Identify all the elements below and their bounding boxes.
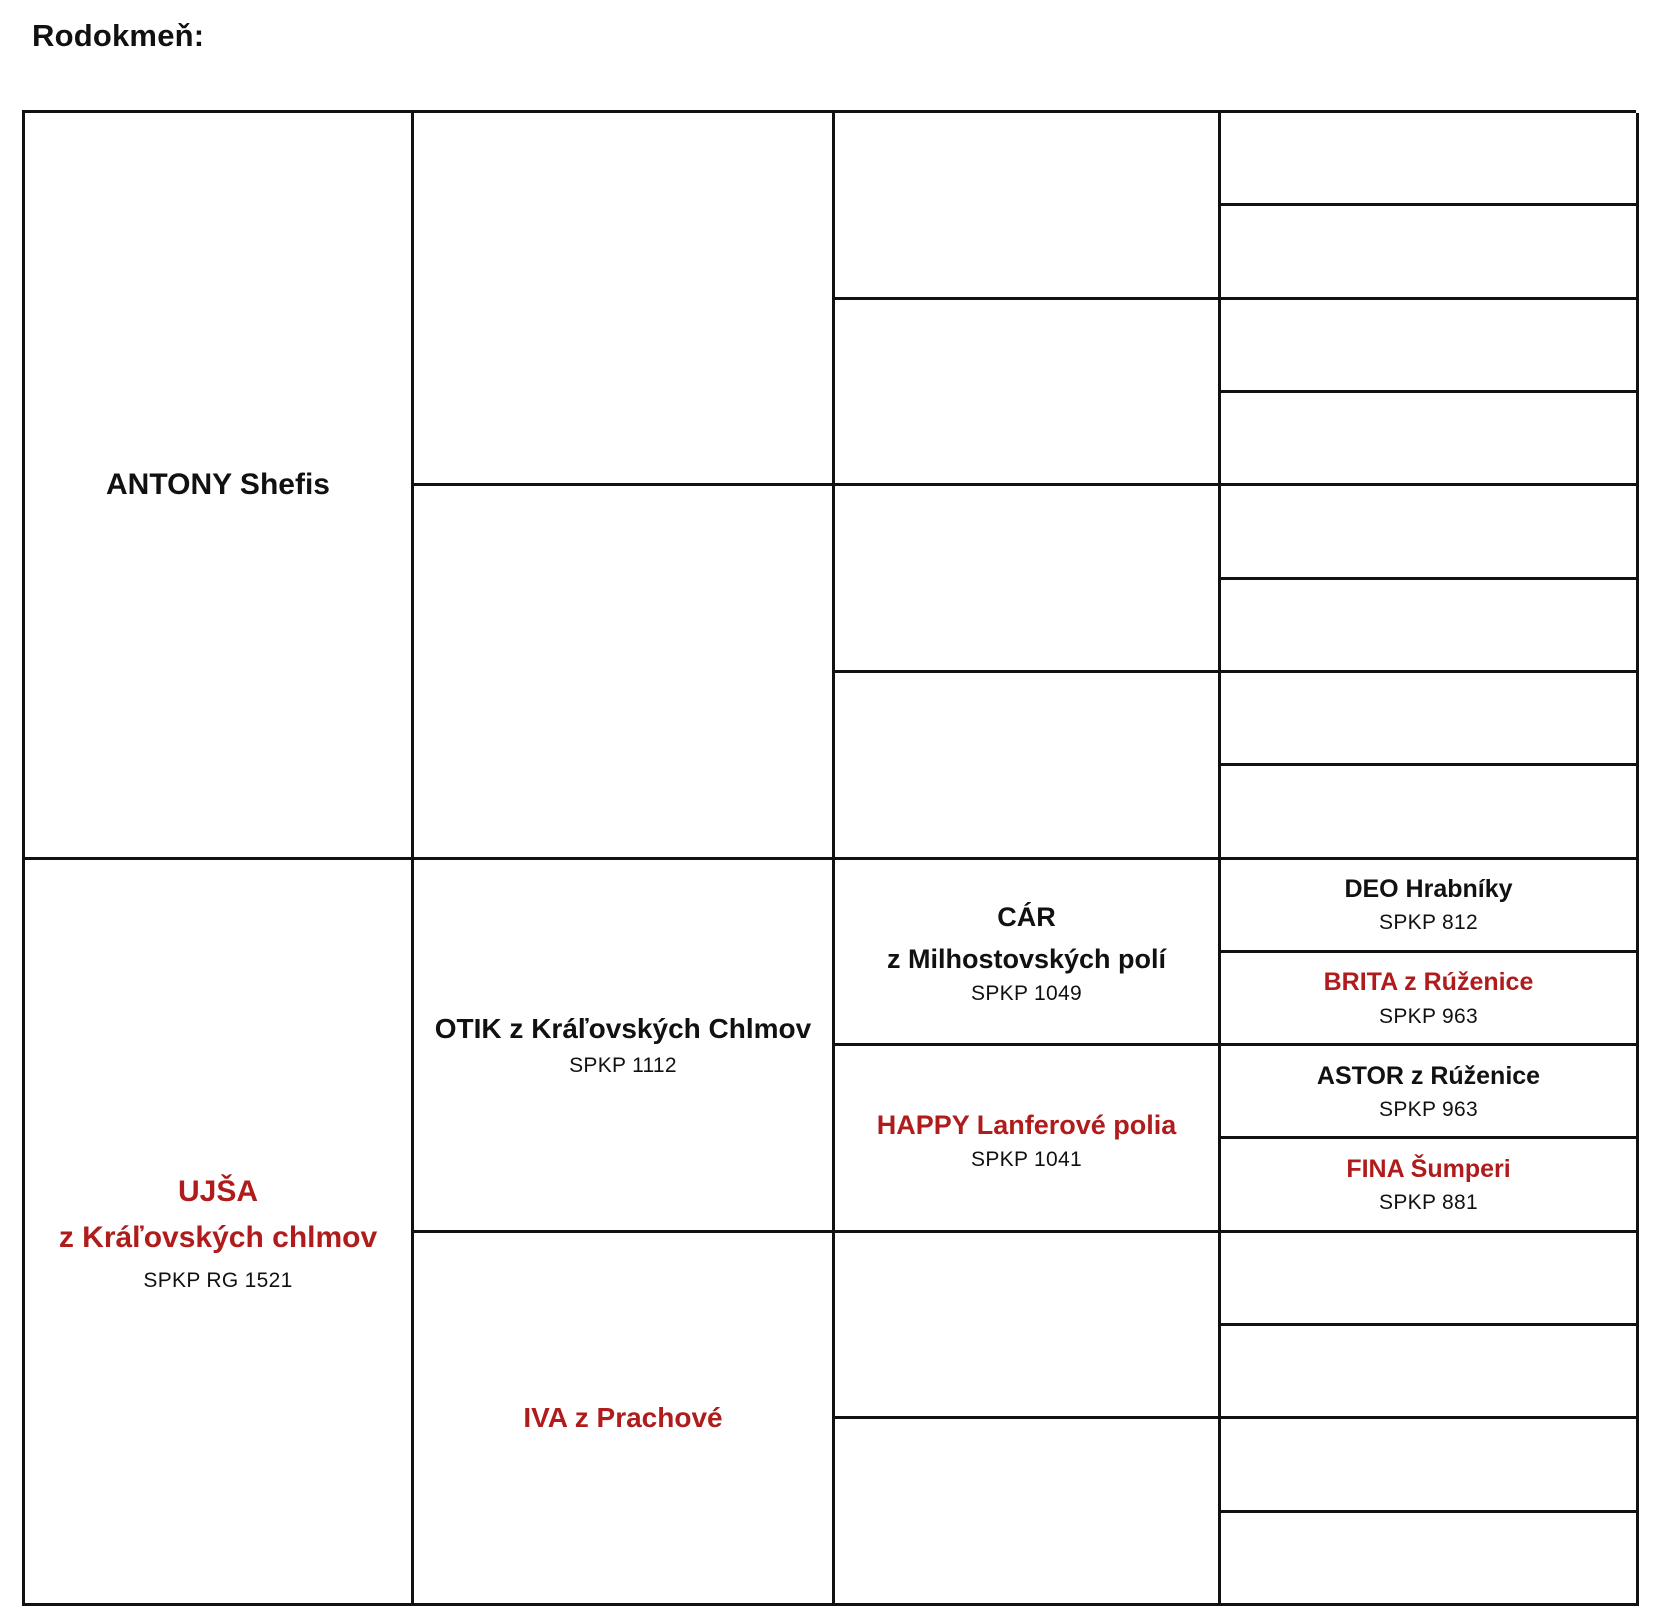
gen4-cell-10 <box>1221 953 1639 1046</box>
gen4-cell-12 <box>1221 1139 1639 1232</box>
dam-sire-sire-registration: SPKP 1049 <box>971 982 1082 1006</box>
gen4-name: DEO Hrabníky <box>1344 875 1513 904</box>
dam-sire-name: OTIK z Kráľovských Chlmov <box>434 1013 812 1045</box>
gen4-name: FINA Šumperi <box>1346 1154 1511 1183</box>
dam-sire-sire-name-line2: z Milhostovských polí <box>886 944 1167 975</box>
gen3-cell-8 <box>835 1419 1221 1606</box>
sire-dam-cell <box>414 486 835 859</box>
dam-dam-name: IVA z Prachové <box>523 1402 723 1434</box>
gen3-cell-3 <box>835 486 1221 673</box>
dam-dam-cell <box>414 1233 835 1606</box>
dam-name <box>59 1169 377 1261</box>
gen4-name: ASTOR z Rúženice <box>1316 1061 1541 1090</box>
dam-sire-sire-name-line1: CÁR <box>997 902 1056 933</box>
gen4-cell-15 <box>1221 1419 1639 1512</box>
dam-sire-dam-registration: SPKP 1041 <box>971 1147 1082 1171</box>
dam-sire-sire-name <box>887 896 1166 980</box>
gen4-cell-1 <box>1221 113 1639 206</box>
dam-sire-registration: SPKP 1112 <box>569 1054 677 1078</box>
dam-cell <box>25 860 414 1607</box>
gen4-registration: SPKP 812 <box>1379 911 1478 935</box>
gen4-registration: SPKP 963 <box>1379 1004 1478 1028</box>
sire-cell <box>25 113 414 860</box>
gen4-cell-16 <box>1221 1513 1639 1606</box>
gen4-cell-2 <box>1221 206 1639 299</box>
gen4-cell-8 <box>1221 766 1639 859</box>
gen3-cell-7 <box>835 1233 1221 1420</box>
gen4-cell-6 <box>1221 580 1639 673</box>
sire-sire-cell <box>414 113 835 486</box>
gen3-cell-4 <box>835 673 1221 860</box>
gen4-cell-4 <box>1221 393 1639 486</box>
gen4-cell-11 <box>1221 1046 1639 1139</box>
gen4-cell-13 <box>1221 1233 1639 1326</box>
dam-sire-dam-name: HAPPY Lanferové polia <box>876 1109 1177 1140</box>
gen3-cell-1 <box>835 113 1221 300</box>
page-title: Rodokmeň: <box>32 18 205 53</box>
gen4-cell-7 <box>1221 673 1639 766</box>
gen3-cell-2 <box>835 300 1221 487</box>
gen4-registration: SPKP 963 <box>1379 1097 1478 1121</box>
dam-name-line2: z Kráľovských chlmov <box>58 1221 378 1255</box>
gen4-cell-14 <box>1221 1326 1639 1419</box>
dam-name-line1: UJŠA <box>177 1175 258 1209</box>
gen4-name: BRITA z Rúženice <box>1323 968 1534 997</box>
sire-name: ANTONY Shefis <box>106 467 330 501</box>
dam-sire-cell <box>414 860 835 1233</box>
gen4-cell-5 <box>1221 486 1639 579</box>
pedigree-table <box>22 110 1636 1606</box>
dam-sire-dam-cell <box>835 1046 1221 1233</box>
dam-sire-sire-cell <box>835 860 1221 1047</box>
dam-registration: SPKP RG 1521 <box>143 1269 293 1293</box>
gen4-cell-9 <box>1221 860 1639 953</box>
gen4-cell-3 <box>1221 300 1639 393</box>
gen4-registration: SPKP 881 <box>1379 1191 1478 1215</box>
